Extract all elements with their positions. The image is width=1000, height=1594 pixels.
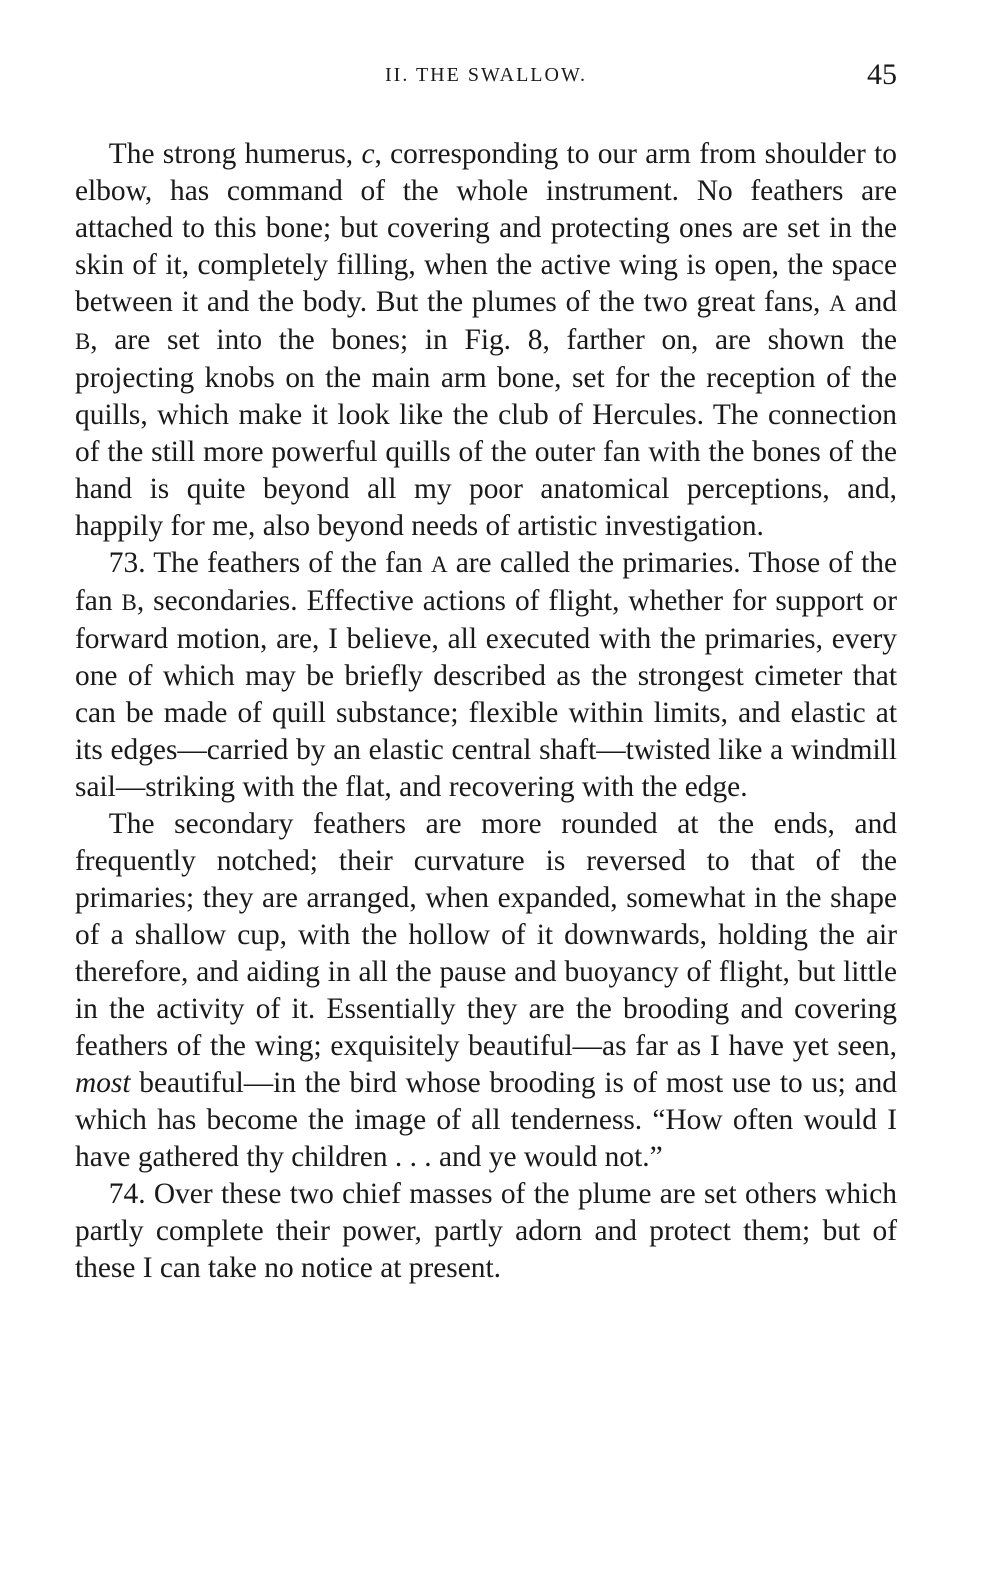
text-run: 74. Over these two chief masses of the plume are set others which partly complete their power, partly adorn and protect them; but of these I can take no notice at present. (75, 1178, 897, 1284)
small-caps-letter: B (75, 329, 91, 354)
text-run: , corresponding to our arm from shoulder to elbow, has command of the whole instrument. No feathers are attached to this bone; but covering and protecting ones are set in the skin of it, completely filling, when the active wing is open, the space between it and the body. But the plumes of the two great fans, (75, 138, 898, 318)
book-page (75, 52, 897, 1287)
body-text (75, 136, 897, 1287)
text-run: 73. The feathers of the fan (108, 547, 431, 579)
text-run: are called the primaries. Those of the fan (75, 547, 897, 617)
running-header (75, 52, 897, 102)
small-caps-letter: A (829, 291, 846, 316)
small-caps-letter: B (121, 590, 137, 615)
text-run: and (845, 286, 897, 318)
running-title: II. THE SWALLOW. (385, 64, 587, 86)
paragraph-73-primaries (75, 545, 897, 806)
text-run: The secondary feathers are more rounded at the ends, and frequently notched; their curvature is reversed to that of the primaries; they are arranged, when expanded, somewhat in the shape of a shallow cup, with the hollow of it downwards, holding the air therefore, and aiding in all the pause and buoyancy of flight, but little in the activity of it. Essentially they are the brooding and covering feathers of the wing; exquisitely beautiful—as far as I have yet seen, (75, 808, 897, 1062)
italic-letter: c (361, 138, 375, 170)
text-run: beautiful—in the bird whose brooding is of most use to us; and which has become the image of all tenderness. “How often would I have gathered thy children . . . and ye would not.” (75, 1067, 897, 1173)
text-run: , are set into the bones; in Fig. 8, farther on, are shown the projecting knobs on the main arm bone, set for the reception of the quills, which make it look like the club of Hercules. The connection of the still more powerful quills of the outer fan with the bones of the hand is quite beyond all my poor anatomical perceptions, and, happily for me, also beyond needs of artistic investigation. (75, 324, 897, 542)
paragraph-humerus (75, 136, 897, 545)
paragraph-74-plume (75, 1176, 897, 1287)
small-caps-letter: A (430, 552, 448, 577)
paragraph-secondaries (75, 806, 897, 1176)
text-run: The strong humerus, (108, 138, 362, 170)
text-run: , secondaries. Effective actions of flight, whether for support or forward motion, are, I believe, all executed with the primaries, every one of which may be briefly described as the strongest cimeter that can be made of quill substance; flexible within limits, and elastic at its edges—carried by an elastic central shaft—twisted like a windmill sail—striking with the flat, and recovering with the edge. (75, 585, 897, 803)
italic-word: most (75, 1067, 131, 1099)
page-number: 45 (867, 58, 897, 91)
